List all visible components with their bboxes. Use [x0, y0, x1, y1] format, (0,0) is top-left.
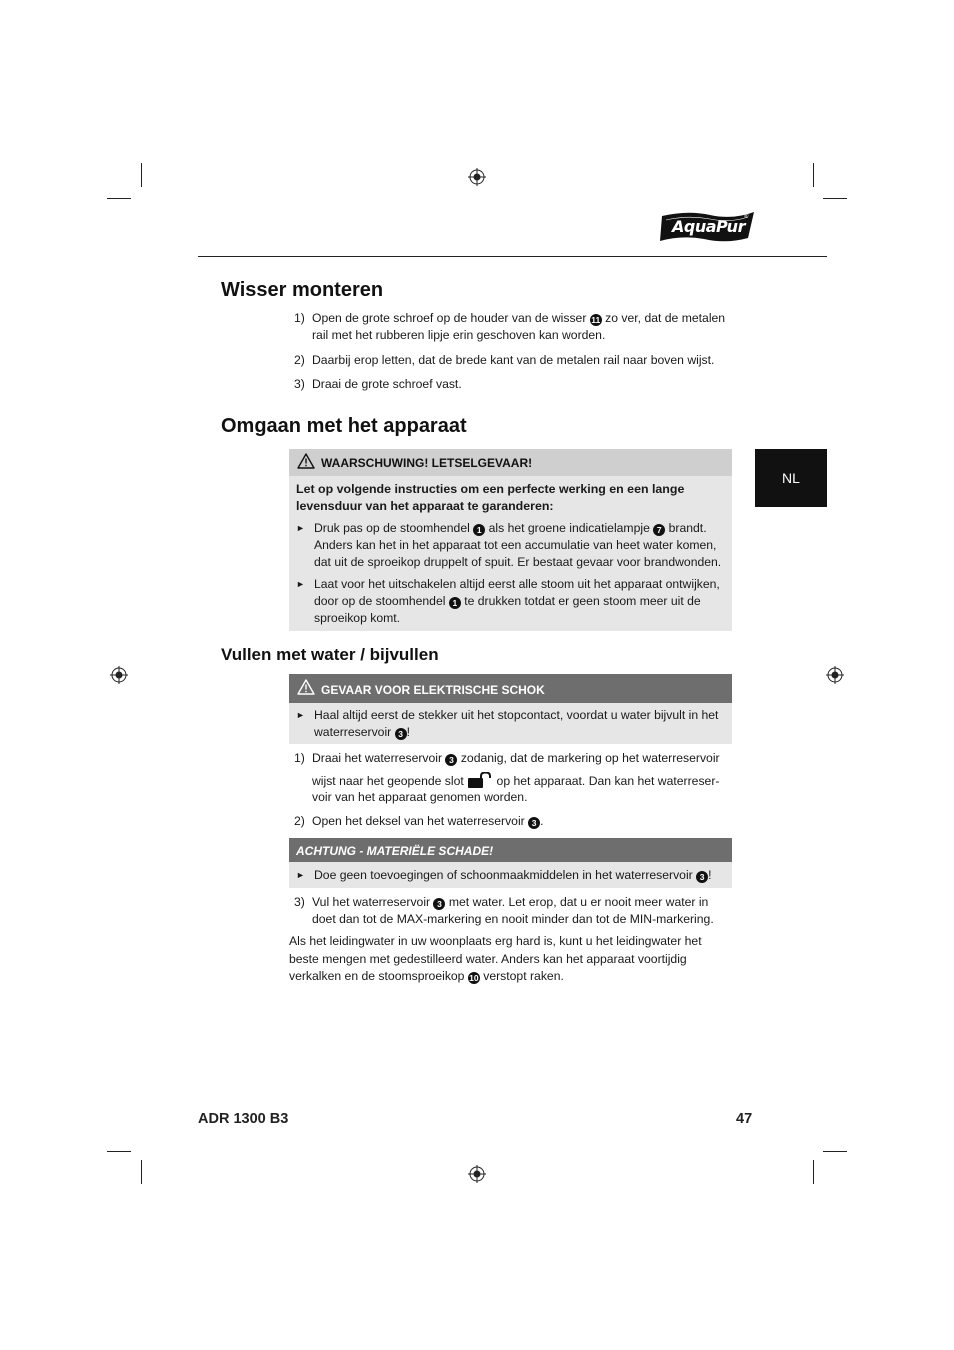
section-title-omgaan: Omgaan met het apparaat: [221, 415, 467, 437]
bullet-arrow-icon: ►: [296, 523, 305, 533]
bullet-arrow-icon: ►: [296, 579, 305, 589]
step-number: 1): [294, 311, 305, 325]
part-number-badge: 3: [395, 728, 407, 740]
crop-mark: [107, 198, 131, 199]
warning-intro: Let op volgende instructies om een perfecte werking en een lange levensduur van het apparaat te garanderen:: [296, 482, 685, 513]
step-text: Daarbij erop letten, dat de brede kant van de metalen rail naar boven wijst.: [312, 353, 715, 367]
step-text: Open het deksel van het waterreservoir 3 .: [312, 814, 544, 828]
part-number-badge: 7: [653, 524, 665, 536]
danger-header-text: GEVAAR VOOR ELEKTRISCHE SCHOK: [321, 683, 545, 697]
bullet-arrow-icon: ►: [296, 710, 305, 720]
crop-mark: [823, 198, 847, 199]
bullet-arrow-icon: ►: [296, 870, 305, 880]
wisser-step-1: [294, 310, 734, 346]
wisser-step-3: [294, 376, 734, 394]
crop-mark: [823, 1151, 847, 1152]
step-number: 2): [294, 814, 305, 828]
warning-bullet: ► Laat voor het uitschakelen altijd eerst alle stoom uit het apparaat ontwijken, door op de stoomhendel 1 te drukken totdat er geen stoom meer uit de sproeikop komt.: [296, 577, 720, 625]
registration-mark-icon: [826, 666, 844, 684]
open-lock-icon: [467, 772, 493, 788]
part-number-badge: 3: [445, 754, 457, 766]
language-tab: NL: [755, 449, 827, 507]
crop-mark: [141, 163, 142, 187]
caution-header-text: ACHTUNG - MATERIËLE SCHADE!: [296, 844, 494, 858]
danger-header: [289, 674, 732, 703]
aquapur-logo: [658, 208, 756, 246]
part-number-badge: 1: [449, 597, 461, 609]
part-number-badge: 3: [696, 871, 708, 883]
warning-triangle-icon: [297, 679, 315, 695]
step-text: Draai de grote schroef vast.: [312, 377, 462, 391]
step-number: 3): [294, 895, 305, 909]
section-title-wisser: Wisser monteren: [221, 279, 384, 301]
registration-mark-icon: [468, 168, 486, 186]
vullen-step-1: 1) Draai het waterreservoir 3 zodanig, dat de markering op het waterreservoir wijst naar het geopende slot op het apparaat. Dan kan het waterreser- voir van het apparaat genomen worden.: [294, 751, 720, 804]
footer-model: ADR 1300 B3: [198, 1111, 289, 1127]
crop-mark: [107, 1151, 131, 1152]
page-number: 47: [736, 1111, 753, 1127]
vullen-step-3: [294, 894, 734, 930]
warning-header: [289, 449, 732, 476]
part-number-badge: 11: [591, 315, 601, 325]
part-number-badge: 10: [469, 973, 479, 983]
caution-box: [289, 838, 732, 888]
part-number-badge: 3: [433, 898, 445, 910]
crop-mark: [813, 1160, 814, 1184]
hard-water-note: Als het leidingwater in uw woonplaats erg hard is, kunt u het leidingwater het beste mengen met gedestilleerd water. Anders kan het apparaat voortijdig verkalken en de stoomsproeikop 10 verstopt raken.: [289, 934, 702, 983]
caution-bullet: ► Doe geen toevoegingen of schoonmaakmiddelen in het waterreservoir 3 !: [296, 868, 712, 882]
section-title-vullen: Vullen met water / bijvullen: [221, 645, 439, 664]
danger-bullet: ► Haal altijd eerst de stekker uit het stopcontact, voordat u water bijvult in het waterreservoir 3 !: [296, 708, 719, 739]
warning-triangle-icon: [297, 453, 315, 469]
header-rule: [198, 256, 827, 257]
wisser-step-2: [294, 352, 734, 370]
registration-mark-icon: [110, 666, 128, 684]
danger-box: [289, 674, 732, 744]
step-text: Vul het waterreservoir 3 met water. Let erop, dat u er nooit meer water in doet dan tot de MAX-markering en nooit minder dan tot de MIN-markering.: [312, 895, 714, 926]
logo-text: AquaPur: [672, 217, 745, 236]
registered-mark: ®: [744, 214, 749, 220]
crop-mark: [141, 1160, 142, 1184]
step-number: 3): [294, 377, 305, 391]
vullen-step-2: [294, 813, 734, 831]
warning-box: [289, 449, 732, 631]
warning-header-text: WAARSCHUWING! LETSELGEVAAR!: [321, 456, 533, 470]
part-number-badge: 1: [473, 524, 485, 536]
part-number-badge: 3: [528, 817, 540, 829]
crop-mark: [813, 163, 814, 187]
step-number: 1): [294, 751, 305, 765]
caution-header: [289, 838, 732, 862]
step-text: Open de grote schroef op de houder van de wisser 11 zo ver, dat de metalen rail met het rubberen lipje erin geschoven kan worden.: [312, 311, 726, 342]
registration-mark-icon: [468, 1165, 486, 1183]
step-number: 2): [294, 353, 305, 367]
warning-bullet: ► Druk pas op de stoomhendel 1 als het groene indicatielampje 7 brandt. Anders kan het in het apparaat tot een accumulatie van heet water komen, dat uit de sproeikop druppelt of spuit. Er bestaat gevaar voor brandwonden.: [296, 521, 722, 569]
